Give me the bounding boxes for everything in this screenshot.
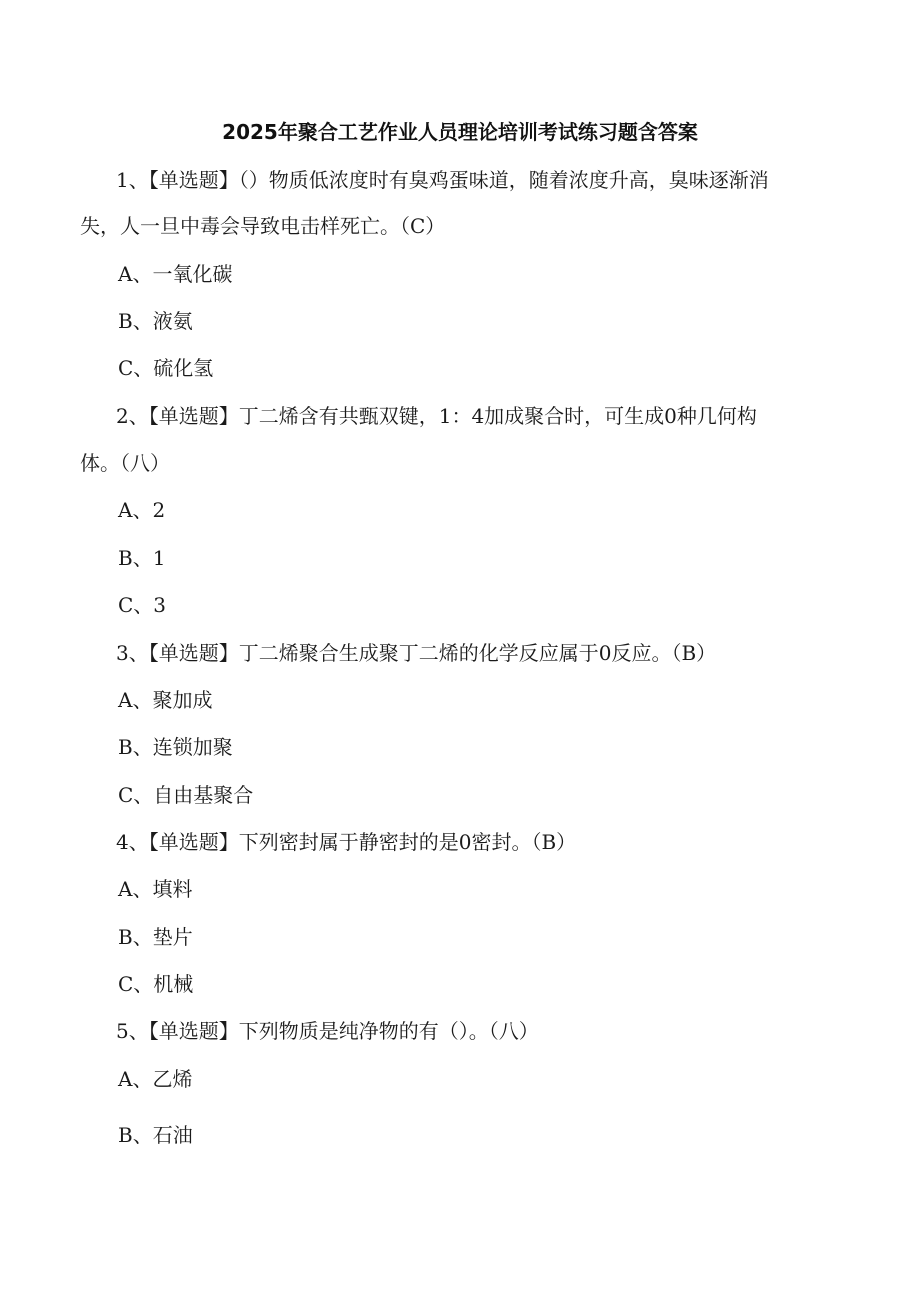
question-3-option-b: B、连锁加聚 (118, 735, 233, 759)
question-1-option-a: A、一氧化碳 (118, 262, 233, 286)
question-2-option-c: C、3 (118, 593, 167, 617)
question-4-text: 4、【单选题】下列密封属于静密封的是0密封。（B） (116, 830, 577, 854)
question-2-text: 2、【单选题】丁二烯含有共甄双键，1：4加成聚合时，可生成0种几何构 (116, 404, 757, 428)
question-4-option-a: A、填料 (118, 877, 193, 901)
question-5-text: 5、【单选题】下列物质是纯净物的有（）。（八） (116, 1019, 539, 1043)
question-1-option-c: C、硫化氢 (118, 356, 214, 380)
question-1-option-b: B、液氨 (118, 309, 193, 333)
question-3-text: 3、【单选题】丁二烯聚合生成聚丁二烯的化学反应属于0反应。（B） (116, 641, 717, 665)
question-2-text-continued: 体。（八） (80, 451, 170, 475)
question-4-option-c: C、机械 (118, 972, 194, 996)
question-2-option-b: B、1 (118, 546, 166, 570)
question-3-option-a: A、聚加成 (118, 688, 213, 712)
question-1-text: 1、【单选题】（）物质低浓度时有臭鸡蛋味道，随着浓度升高，臭味逐渐消 (116, 168, 769, 192)
document-title: 2025年聚合工艺作业人员理论培训考试练习题含答案 (222, 120, 698, 144)
question-3-option-c: C、自由基聚合 (118, 783, 254, 807)
question-1-text-continued: 失，人一旦中毒会导致电击样死亡。（C） (80, 214, 446, 238)
question-4-option-b: B、垫片 (118, 925, 193, 949)
question-5-option-b: B、石油 (118, 1123, 193, 1147)
question-2-option-a: A、2 (118, 498, 166, 522)
question-5-option-a: A、乙烯 (118, 1067, 193, 1091)
